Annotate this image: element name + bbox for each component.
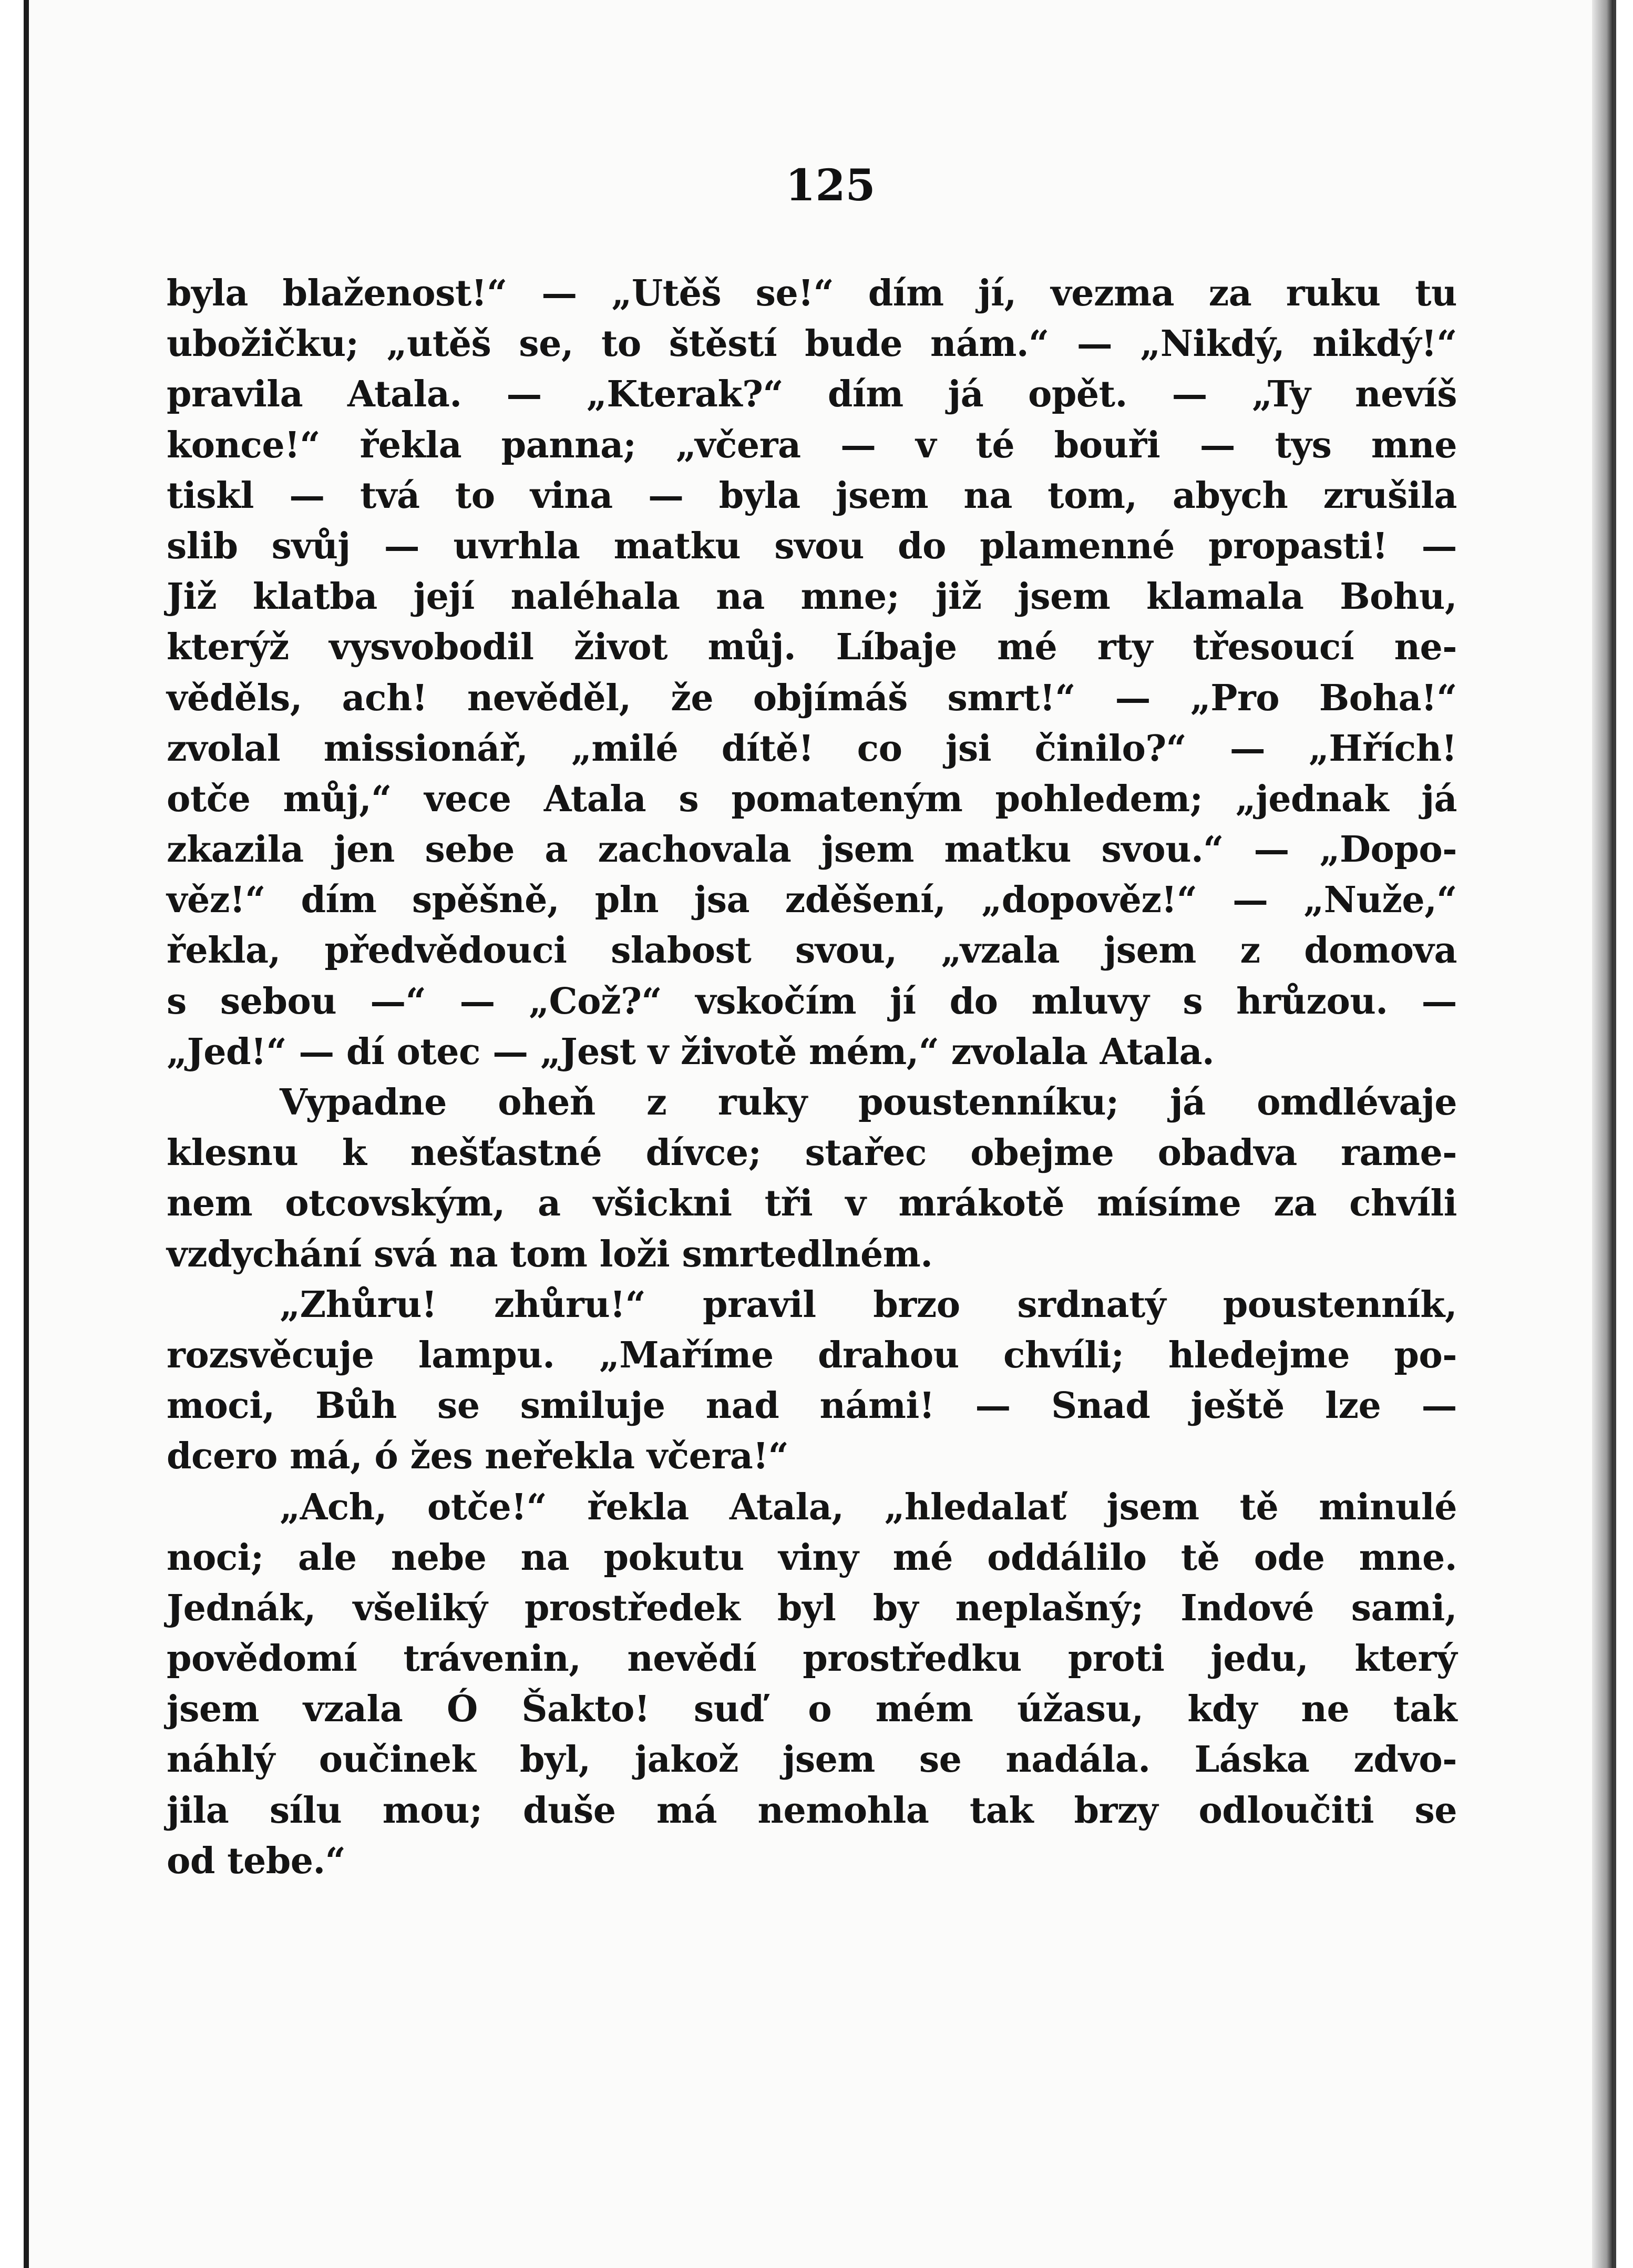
text-line: noci; ale nebe na pokutu viny mé oddálilo tě ode mne. [167, 1536, 1457, 1579]
text-line: řekla, předvědouci slabost svou, „vzala jsem z domova [167, 929, 1457, 972]
page-edge-shadow [1592, 0, 1613, 2268]
text-line: slib svůj — uvrhla matku svou do plamenné propasti! — [167, 525, 1457, 567]
text-line: jsem vzala Ó Šakto! suď o mém úžasu, kdy ne tak [167, 1688, 1457, 1731]
text-line: Jednák, všeliký prostředek byl by neplašný; Indové sami, [167, 1587, 1457, 1629]
text-line: dcero má, ó žes neřekla včera!“ [167, 1435, 789, 1478]
book-page [24, 0, 1616, 2268]
text-line: s sebou —“ — „Což?“ vskočím jí do mluvy s hrůzou. — [167, 980, 1457, 1023]
text-line: zvolal missionář, „milé dítě! co jsi činilo?“ — „Hřích! [167, 727, 1457, 770]
text-line: ubožičku; „utěš se, to štěstí bude nám.“ — „Nikdý, nikdý!“ [167, 323, 1457, 365]
page-number: 125 [785, 160, 876, 211]
text-line: „Jed!“ — dí otec — „Jest v životě mém,“ zvolala Atala. [167, 1030, 1215, 1073]
text-line: otče můj,“ vece Atala s pomateným pohledem; „jednak já [167, 778, 1457, 820]
text-line: byla blaženost!“ — „Utěš se!“ dím jí, vezma za ruku tu [167, 272, 1457, 314]
text-line: „Ach, otče!“ řekla Atala, „hledalať jsem tě minulé [280, 1486, 1457, 1528]
text-line: klesnu k nešťastné dívce; stařec obejme obadva rame- [167, 1132, 1457, 1174]
text-line: povědomí trávenin, nevědí prostředku proti jedu, který [167, 1638, 1457, 1680]
text-line: jila sílu mou; duše má nemohla tak brzy odloučiti se [167, 1789, 1457, 1832]
text-line: zkazila jen sebe a zachovala jsem matku svou.“ — „Dopo- [167, 829, 1457, 871]
text-line: moci, Bůh se smiluje nad námi! — Snad ještě lze — [167, 1385, 1457, 1427]
text-line: konce!“ řekla panna; „včera — v té bouři — tys mne [167, 424, 1457, 466]
text-line: náhlý oučinek byl, jakož jsem se nadála. Láska zdvo- [167, 1739, 1457, 1781]
text-line: Vypadne oheň z ruky poustenníku; já omdlévaje [280, 1081, 1457, 1123]
body-text [167, 268, 1457, 1886]
text-line: rozsvěcuje lampu. „Maříme drahou chvíli; hledejme po- [167, 1334, 1457, 1376]
text-line: kterýž vysvobodil život můj. Líbaje mé rty třesoucí ne- [167, 626, 1457, 669]
text-line: věz!“ dím spěšně, pln jsa zděšení, „dopověz!“ — „Nuže,“ [167, 879, 1457, 922]
text-line: věděls, ach! nevěděl, že objímáš smrt!“ — „Pro Boha!“ [167, 677, 1457, 719]
text-line: Již klatba její naléhala na mne; již jsem klamala Bohu, [167, 576, 1457, 618]
text-line: „Zhůru! zhůru!“ pravil brzo srdnatý poustenník, [280, 1283, 1457, 1326]
text-line: pravila Atala. — „Kterak?“ dím já opět. — „Ty nevíš [167, 373, 1457, 416]
text-line: nem otcovským, a všickni tři v mrákotě mísíme za chvíli [167, 1182, 1457, 1225]
text-line: od tebe.“ [167, 1840, 346, 1882]
text-line: tiskl — tvá to vina — byla jsem na tom, abych zrušila [167, 474, 1457, 517]
text-line: vzdychání svá na tom loži smrtedlném. [167, 1233, 933, 1275]
